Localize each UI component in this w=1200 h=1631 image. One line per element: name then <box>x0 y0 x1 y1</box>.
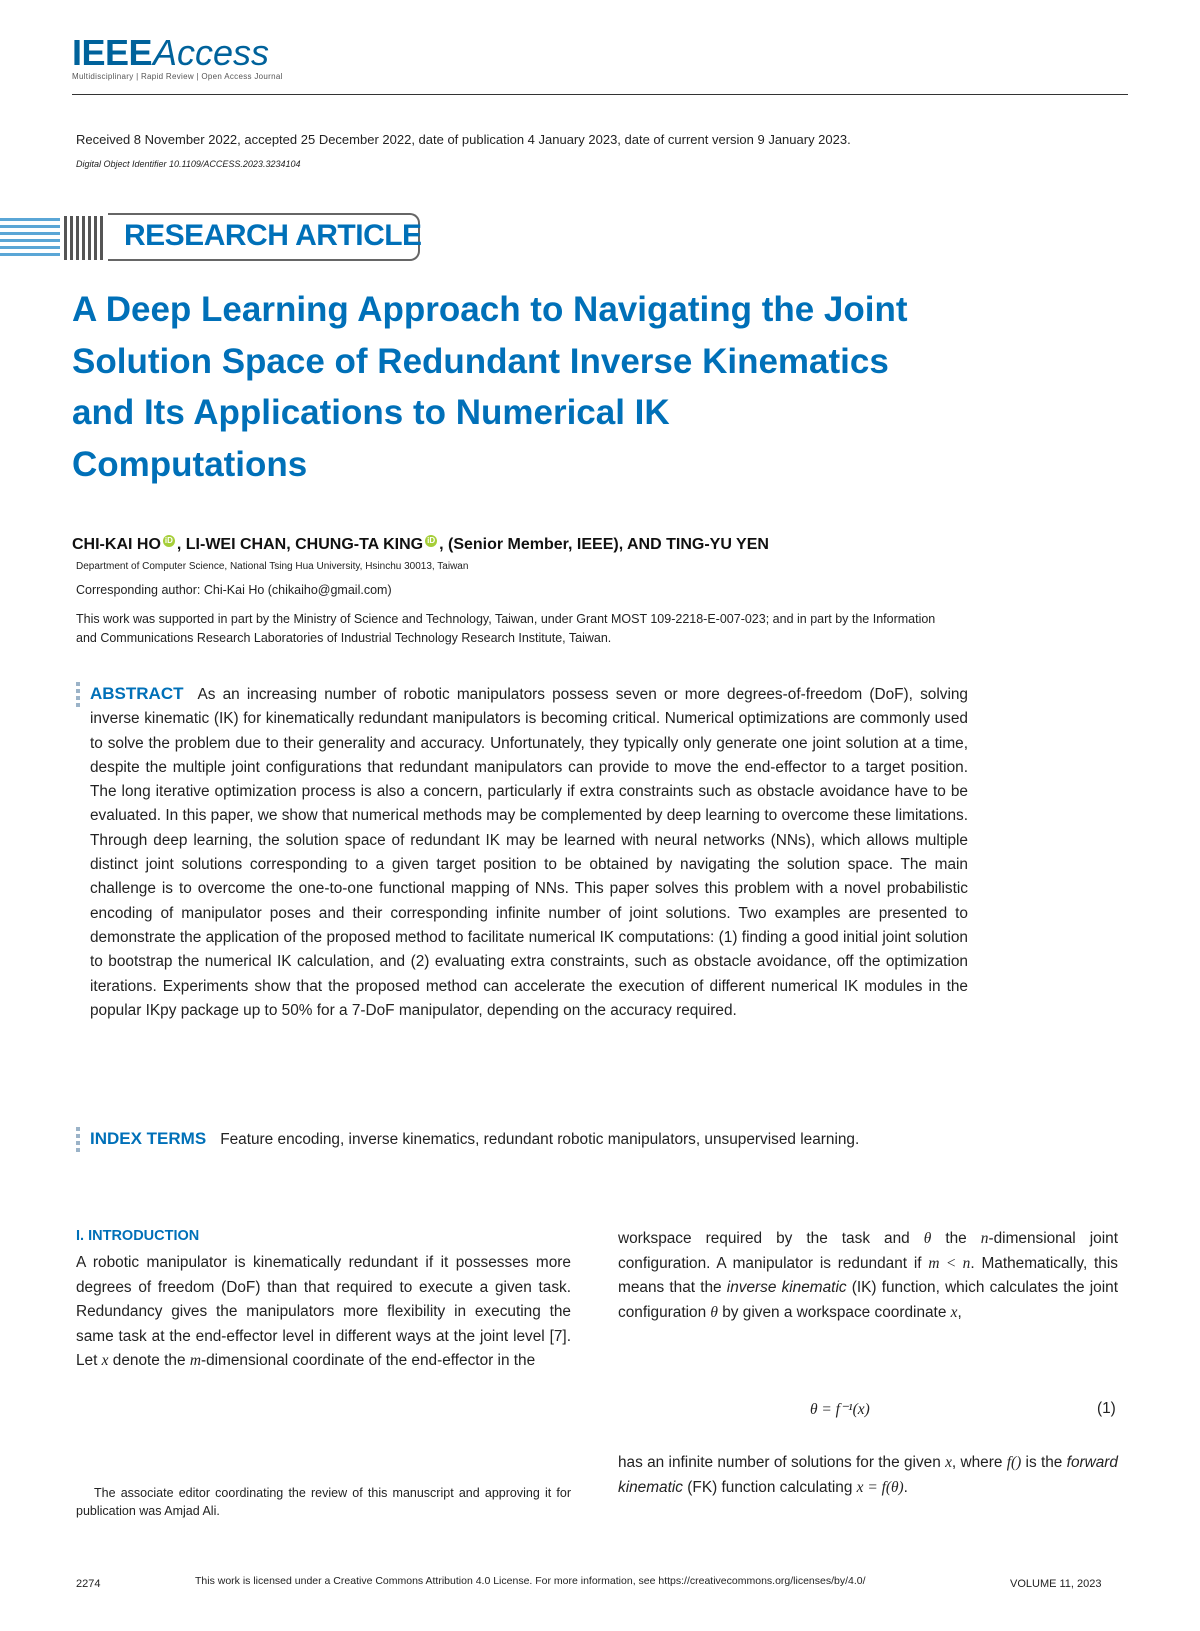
index-terms <box>90 1127 968 1152</box>
volume-label: VOLUME 11, 2023 <box>1010 1578 1102 1590</box>
equation-1: θ = f⁻¹(x) <box>810 1401 870 1418</box>
author-3-4: , (Senior Member, IEEE), AND TING-YU YEN <box>439 536 769 553</box>
doi-line: Digital Object Identifier 10.1109/ACCESS.2023.3234104 <box>76 159 301 169</box>
corresponding-author: Corresponding author: Chi-Kai Ho (chikaiho@gmail.com) <box>76 583 392 597</box>
orcid-icon[interactable]: iD <box>427 536 436 545</box>
page-number: 2274 <box>76 1578 101 1590</box>
author-2-3: , LI-WEI CHAN, CHUNG-TA KING <box>176 536 424 553</box>
editor-footnote: The associate editor coordinating the review of this manuscript and approving it for publication was Amjad Ali. <box>76 1486 571 1518</box>
abstract-label: ABSTRACT <box>90 684 184 703</box>
index-terms-label: INDEX TERMS <box>90 1129 207 1148</box>
intro-paragraph-left: A robotic manipulator is kinematically redundant if it possesses more degrees of freedom (DoF) than that required to execute a given task. Redundancy gives the manipulators more flexibility in executing the same task at the end-effector level in different ways at the joint level [7]. Let x denote the m-dimensional coordinate of the end-effector in the <box>76 1254 571 1369</box>
abstract-marker-icon <box>76 682 80 710</box>
journal-tagline: Multidisciplinary | Rapid Review | Open Access Journal <box>72 72 283 81</box>
section-heading-introduction: I. INTRODUCTION <box>76 1228 200 1244</box>
received-dates: Received 8 November 2022, accepted 25 December 2022, date of publication 4 January 2023, date of current version 9 January 2023. <box>76 132 851 147</box>
author-1: CHI-KAI HO <box>72 536 161 553</box>
journal-logo-access: Access <box>153 32 270 73</box>
paper-title: A Deep Learning Approach to Navigating the Joint Solution Space of Redundant Inverse Kinematics and Its Applications to Numerical IK Computations <box>72 290 908 484</box>
abstract-text: As an increasing number of robotic manipulators possess seven or more degrees-of-freedom (DoF), solving inverse kinematic (IK) for kinematically redundant manipulators is becoming critical. Numerical optimizations are commonly used to solve the problem due to their generality and accuracy. Unfortunately, they typically only generate one joint solution at a time, despite the multiple joint configurations that redundant manipulators can provide to move the end-effector to a target position. The long iterative optimization process is also a concern, particularly if extra constraints such as obstacle avoidance have to be evaluated. In this paper, we show that numerical methods may be complemented by deep learning to overcome these limitations. Through deep learning, the solution space of redundant IK may be learned with neural networks (NNs), which allows multiple distinct joint solutions corresponding to a given target position to be obtained by navigating the solution space. The main challenge is to overcome the one-to-one functional mapping of NNs. This paper solves this problem with a novel probabilistic encoding of manipulator poses and their corresponding infinite number of joint solutions. Two examples are presented to demonstrate the application of the proposed method to facilitate numerical IK computations: (1) finding a good initial joint solution to bootstrap the numerical IK calculation, and (2) evaluating extra constraints, such as obstacle avoidance, off the optimization iterations. Experiments show that the proposed method can accelerate the execution of different numerical IK modules in the popular IKpy package up to 50% for a 7-DoF manipulator, depending on the accuracy required. <box>90 686 968 1019</box>
journal-logo-ieee: IEEE <box>72 32 153 73</box>
orcid-icon[interactable]: iD <box>164 536 173 545</box>
author-list <box>72 535 769 554</box>
header-rule <box>72 94 1128 95</box>
funding-statement: This work was supported in part by the Ministry of Science and Technology, Taiwan, under Grant MOST 109-2218-E-007-023; and in part by the Information and Communications Research Laboratories of Industrial Technology Research Institute, Taiwan. <box>76 612 936 645</box>
article-type-label: RESEARCH ARTICLE <box>124 219 422 252</box>
affiliation: Department of Computer Science, National Tsing Hua University, Hsinchu 30013, Taiwan <box>76 561 469 572</box>
intro-paragraph-right: workspace required by the task and θ the n-dimensional joint configuration. A manipulator is redundant if m < n. Mathematically, this means that the inverse kinematic (IK) function, which calculates the joint configuration θ by given a workspace coordinate x, <box>618 1230 1118 1321</box>
intro-paragraph-after-equation: has an infinite number of solutions for the given x, where f() is the forward kinematic (FK) function calculating x = f(θ). <box>618 1454 1118 1496</box>
license-notice[interactable]: This work is licensed under a Creative Commons Attribution 4.0 License. For more information, see https://creativecommons.org/licenses/by/4.0/ <box>195 1575 866 1587</box>
abstract <box>90 682 968 1023</box>
equation-number: (1) <box>1097 1400 1116 1417</box>
banner-stripes-graphic <box>0 216 108 262</box>
index-terms-text: Feature encoding, inverse kinematics, redundant robotic manipulators, unsupervised learning. <box>220 1131 860 1148</box>
index-terms-marker-icon <box>76 1127 80 1155</box>
